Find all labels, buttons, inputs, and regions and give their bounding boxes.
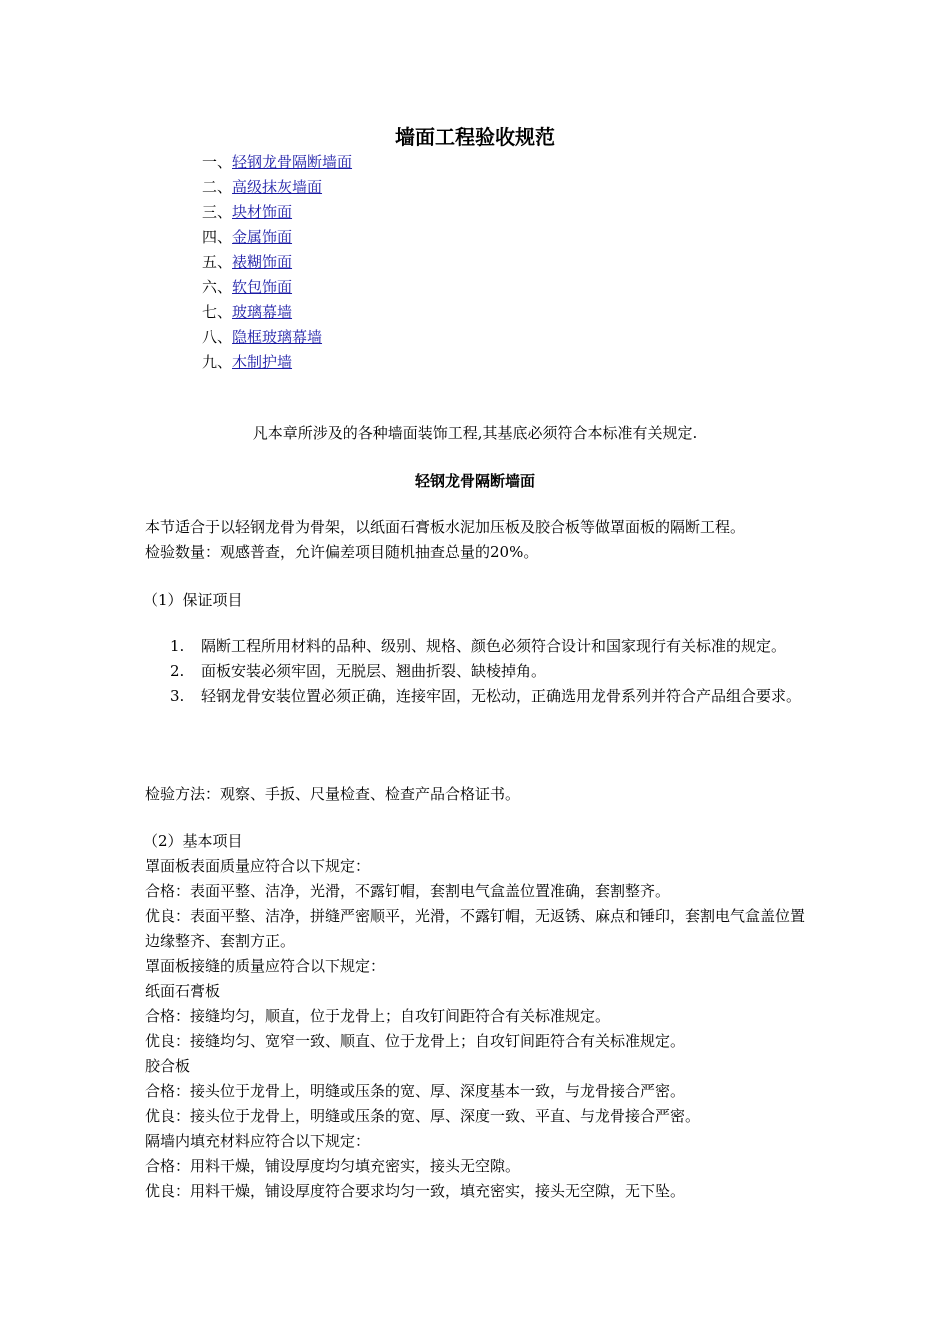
basic-items bbox=[145, 829, 810, 1204]
toc-item bbox=[202, 175, 352, 200]
toc-item-prefix: 三、 bbox=[202, 203, 233, 221]
toc-item bbox=[202, 350, 352, 375]
toc-link-light-steel-partition[interactable]: 轻钢龙骨隔断墙面 bbox=[232, 153, 353, 171]
basic-line: 合格：用料干燥，铺设厚度均匀填充密实，接头无空隙。 bbox=[145, 1157, 521, 1175]
basic-line: 优良：表面平整、洁净，拼缝严密顺平，光滑，不露钉帽，无返锈、麻点和锤印，套割电气盒盖位置边缘整齐、套割方正。 bbox=[145, 907, 806, 950]
toc-item-prefix: 四、 bbox=[202, 228, 233, 246]
list-item-text: 隔断工程所用材料的品种、级别、规格、颜色必须符合设计和国家现行有关标准的规定。 bbox=[201, 637, 787, 655]
basic-line: 优良：接缝均匀、宽窄一致、顺直、位于龙骨上；自攻钉间距符合有关标准规定。 bbox=[145, 1032, 686, 1050]
basic-line: 优良：接头位于龙骨上，明缝或压条的宽、厚、深度一致、平直、与龙骨接合严密。 bbox=[145, 1107, 701, 1125]
list-item-number: 3. bbox=[170, 687, 185, 705]
basic-line: 合格：接头位于龙骨上，明缝或压条的宽、厚、深度基本一致，与龙骨接合严密。 bbox=[145, 1082, 686, 1100]
document-title: 墙面工程验收规范 bbox=[395, 125, 555, 149]
toc-item bbox=[202, 225, 352, 250]
list-item-text: 轻钢龙骨安装位置必须正确，连接牢固，无松动，正确选用龙骨系列并符合产品组合要求。 bbox=[201, 687, 802, 705]
toc-link-metal-facing[interactable]: 金属饰面 bbox=[232, 228, 293, 246]
toc-item-prefix: 五、 bbox=[202, 253, 233, 271]
list-item bbox=[170, 659, 810, 684]
basic-line: 优良：用料干燥，铺设厚度符合要求均匀一致，填充密实，接头无空隙，无下坠。 bbox=[145, 1182, 686, 1200]
list-item bbox=[170, 634, 810, 659]
list-item-text: 面板安装必须牢固，无脱层、翘曲折裂、缺棱掉角。 bbox=[201, 662, 547, 680]
basic-line: 合格：表面平整、洁净，光滑，不露钉帽，套割电气盒盖位置准确，套割整齐。 bbox=[145, 882, 671, 900]
list-item-number: 1. bbox=[170, 637, 185, 655]
toc-item-prefix: 八、 bbox=[202, 328, 233, 346]
toc-link-wood-wall-panel[interactable]: 木制护墙 bbox=[232, 353, 293, 371]
toc-item-prefix: 七、 bbox=[202, 303, 233, 321]
basic-heading: （2）基本项目 bbox=[143, 832, 243, 850]
basic-line: 罩面板接缝的质量应符合以下规定： bbox=[145, 957, 386, 975]
toc-item bbox=[202, 325, 352, 350]
toc-item-prefix: 六、 bbox=[202, 278, 233, 296]
section-heading: 轻钢龙骨隔断墙面 bbox=[414, 472, 535, 490]
scope-paragraph: 本节适合于以轻钢龙骨为骨架，以纸面石膏板水泥加压板及胶合板等做罩面板的隔断工程。 bbox=[145, 518, 746, 536]
intro-paragraph: 凡本章所涉及的各种墙面装饰工程,其基底必须符合本标准有关规定. bbox=[252, 424, 698, 442]
toc-link-block-facing[interactable]: 块材饰面 bbox=[232, 203, 293, 221]
basic-line: 合格：接缝均匀，顺直，位于龙骨上；自攻钉间距符合有关标准规定。 bbox=[145, 1007, 611, 1025]
basic-line: 罩面板表面质量应符合以下规定： bbox=[145, 857, 371, 875]
toc-item bbox=[202, 250, 352, 275]
toc-link-high-grade-plaster[interactable]: 高级抹灰墙面 bbox=[232, 178, 323, 196]
toc-item bbox=[202, 150, 352, 175]
guarantee-list bbox=[170, 634, 810, 709]
section-scope bbox=[145, 515, 810, 565]
toc-item-prefix: 九、 bbox=[202, 353, 233, 371]
table-of-contents bbox=[202, 150, 352, 375]
basic-line: 胶合板 bbox=[145, 1057, 191, 1075]
toc-link-wallpaper-facing[interactable]: 裱糊饰面 bbox=[232, 253, 293, 271]
toc-item-prefix: 一、 bbox=[202, 153, 233, 171]
toc-link-soft-pack-facing[interactable]: 软包饰面 bbox=[232, 278, 293, 296]
toc-link-hidden-frame-glass-curtain-wall[interactable]: 隐框玻璃幕墙 bbox=[232, 328, 323, 346]
guarantee-heading: （1）保证项目 bbox=[143, 591, 243, 609]
inspection-quantity: 检验数量：观感普查，允许偏差项目随机抽查总量的20%。 bbox=[145, 543, 539, 561]
toc-item-prefix: 二、 bbox=[202, 178, 233, 196]
toc-item bbox=[202, 200, 352, 225]
toc-item bbox=[202, 300, 352, 325]
toc-item bbox=[202, 275, 352, 300]
list-item bbox=[170, 684, 810, 709]
toc-link-glass-curtain-wall[interactable]: 玻璃幕墙 bbox=[232, 303, 293, 321]
inspection-method: 检验方法：观察、手扳、尺量检查、检查产品合格证书。 bbox=[145, 785, 521, 803]
list-item-number: 2. bbox=[170, 662, 185, 680]
basic-line: 纸面石膏板 bbox=[145, 982, 221, 1000]
basic-line: 隔墙内填充材料应符合以下规定： bbox=[145, 1132, 371, 1150]
